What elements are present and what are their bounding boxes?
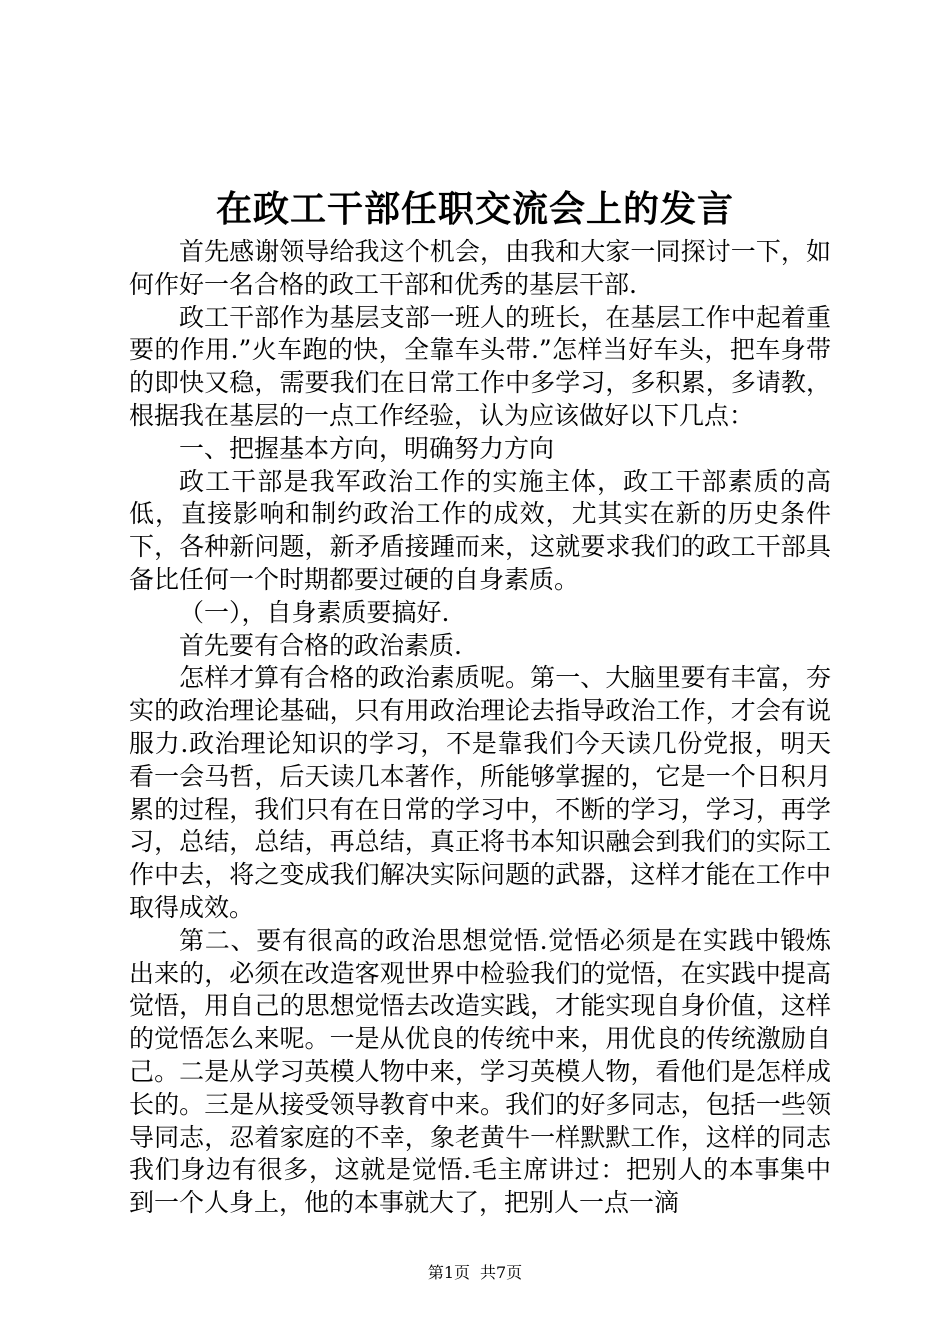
subsection-heading: （一），自身素质要搞好. — [179, 597, 450, 627]
paragraph: 怎样才算有合格的政治素质呢。第一、大脑里要有丰富，夯实的政治理论基础，只有用政治理论去指导政治工作，才会有说服力.政治理论知识的学习，不是靠我们今天读几份党报，明天看一会马哲，后天读几本著作，所能够掌握的，它是一个日积月累的过程，我们只有在日常的学习中，不断的学习，学习，再学习，总结，总结，再总结，真正将书本知识融会到我们的实际工作中去，将之变成我们解决实际问题的武器，这样才能在工作中取得成效。 — [129, 663, 831, 922]
section-heading: 一、把握基本方向，明确努力方向 — [179, 433, 555, 463]
document-title: 在政工干部任职交流会上的发言 — [215, 188, 734, 230]
paragraph: 第二、要有很高的政治思想觉悟.觉悟必须是在实践中锻炼出来的，必须在改造客观世界中检验我们的觉悟，在实践中提高觉悟，用自己的思想觉悟去改造实践，才能实现自身价值，这样的觉悟怎么来呢。一是从优良的传统中来，用优良的传统激励自己。二是从学习英模人物中来，学习英模人物，看他们是怎样成长的。三是从接受领导教育中来。我们的好多同志，包括一些领导同志，忍着家庭的不幸，象老黄牛一样默默工作，这样的同志我们身边有很多，这就是觉悟.毛主席讲过：把别人的本事集中到一个人身上，他的本事就大了，把别人一点一滴 — [129, 925, 831, 1218]
page-total: 共7页 — [480, 1263, 523, 1282]
page-footer — [0, 1262, 950, 1284]
paragraph: 首先感谢领导给我这个机会，由我和大家一同探讨一下，如何作好一名合格的政工干部和优秀的基层干部. — [129, 237, 831, 299]
paragraph: 政工干部是我军政治工作的实施主体，政工干部素质的高低，直接影响和制约政治工作的成效，尤其实在新的历史条件下，各种新问题，新矛盾接踵而来，这就要求我们的政工干部具备比任何一个时期都要过硬的自身素质。 — [129, 466, 831, 594]
page-number: 第1页 — [427, 1263, 470, 1282]
paragraph: 政工干部作为基层支部一班人的班长，在基层工作中起着重要的作用.”火车跑的快，全靠车头带.”怎样当好车头，把车身带的即快又稳，需要我们在日常工作中多学习，多积累，多请教，根据我在基层的一点工作经验，认为应该做好以下几点： — [129, 302, 831, 430]
document-body — [129, 236, 831, 1220]
paragraph: 首先要有合格的政治素质. — [179, 630, 462, 660]
